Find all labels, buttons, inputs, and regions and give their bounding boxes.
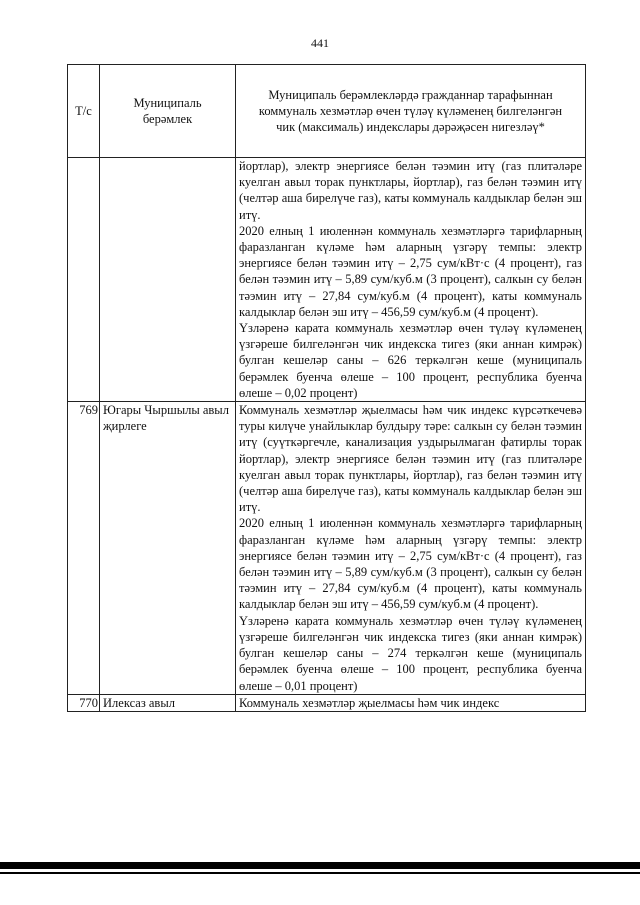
paragraph: Коммуналь хезмәтләр җыелмасы һәм чик индекс күрсәткечевә туры килүче унайлыклар булдыру тәре: салкын су белән тәэмин итү (суүткәргечле, канализация уздырылмаган фатирлы торак йортлар), электр энергиясе белән тәэмин итү (газ плитәләре куелган авыл торак пунктлары, йортлар), газ белән тәэмин итү (челтәр аша бирелүче газ), каты коммуналь калдыклар белән эш итү. [239, 403, 582, 515]
table-row [68, 402, 586, 695]
paragraph: Үзләренә карата коммуналь хезмәтләр өчен түләү күләменең үзгәреше билгеләнгән чик индекска тигез (яки аннан кимрәк) булган кешеләр саны – 274 теркәлгән кеше (муниципаль берәмлек буенча өлеше – 100 процент, республика буенча өлеше – 0,01 процент) [239, 613, 582, 693]
row-number: 769 [68, 402, 100, 695]
paragraph: йортлар), электр энергиясе белән тәэмин итү (газ плитәләре куелган авыл торак пунктлары, йортлар), газ белән тәэмин итү (челтәр аша бирелүче газ), каты коммуналь калдыклар белән эш итү. [239, 159, 582, 222]
row-description [236, 158, 586, 402]
header-number: Т/с [68, 65, 100, 158]
paragraph: Коммуналь хезмәтләр җыелмасы һәм чик индекс [239, 695, 500, 710]
paragraph: 2020 елның 1 июленнән коммуналь хезмәтләргә тарифларның фаразланган күләме һәм аларның үзгәрү темпы: электр энергиясе белән тәэмин итү – 2,75 сум/кВт·с (4 процент), газ белән тәэмин итү – 5,89 сум/куб.м (3 процент), салкын су белән тәэмин итү – 27,84 сум/куб.м (4 процент), каты коммуналь калдыклар белән эш итү – 456,59 сум/куб.м (4 процент). [239, 516, 582, 612]
header-municipality: Муниципаль берәмлек [100, 65, 236, 158]
page-number: 441 [311, 36, 329, 50]
table-row [68, 694, 586, 711]
paragraph: Үзләренә карата коммуналь хезмәтләр өчен түләү күләменең үзгәреше билгеләнгән чик индекска тигез (яки аннан кимрәк) булган кешеләр саны – 626 теркәлгән кеше (муниципаль берәмлек буенча өлеше – 100 процент, республика буенча өлеше – 0,02 процент) [239, 321, 582, 400]
row-description [236, 402, 586, 695]
table-header-row [68, 65, 586, 158]
scan-bottom-line [0, 872, 640, 874]
header-justification: Муниципаль берәмлекләрдә гражданнар тарафыннан коммуналь хезмәтләр өчен түләү күләменең билгеләнгән чик (максималь) индекслары дәрәҗәсен нигезләү* [236, 65, 586, 158]
table-row [68, 158, 586, 402]
index-table [67, 64, 586, 712]
paragraph: 2020 елның 1 июленнән коммуналь хезмәтләргә тарифларның фаразланган күләме һәм аларның үзгәрү темпы: электр энергиясе белән тәэмин итү – 2,75 сум/кВт·с (4 процент), газ белән тәэмин итү – 5,89 сум/куб.м (3 процент), салкын су белән тәэмин итү – 27,84 сум/куб.м (4 процент), каты коммуналь калдыклар белән эш итү – 456,59 сум/куб.м (4 процент). [239, 223, 582, 319]
row-municipality: Югары Чыршылы авыл җирлеге [100, 402, 236, 695]
row-municipality [100, 158, 236, 402]
row-number [68, 158, 100, 402]
row-description [236, 694, 586, 711]
scan-bottom-bar [0, 862, 640, 869]
row-number: 770 [68, 694, 100, 711]
row-municipality: Илексаз авыл [100, 694, 236, 711]
